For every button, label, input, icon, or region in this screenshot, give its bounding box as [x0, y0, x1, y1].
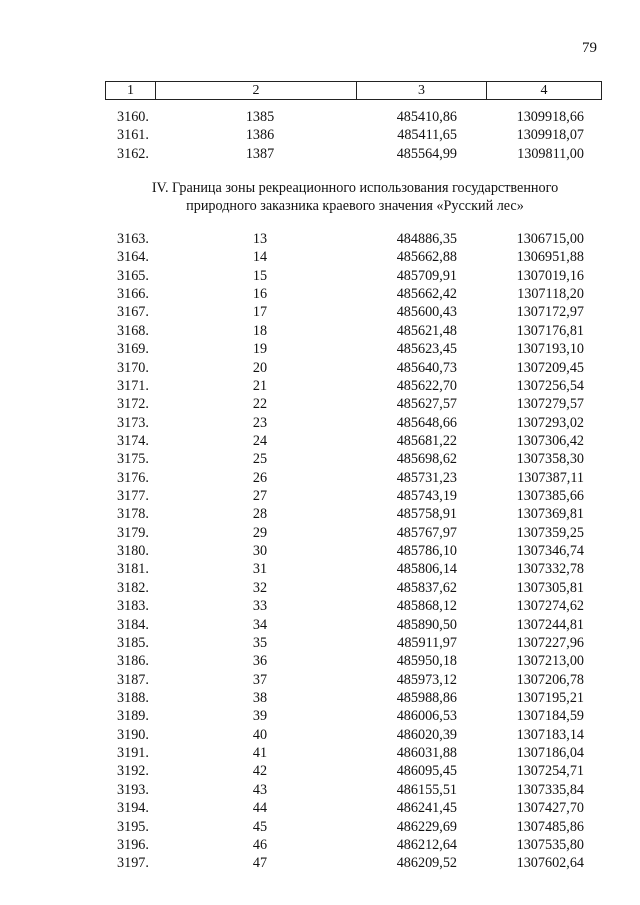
table-cell-col-4: 1307346,74	[516, 543, 584, 560]
table-row	[0, 469, 640, 487]
table-cell-col-1: 3172.	[117, 396, 149, 413]
table-cell-col-3: 485564,99	[396, 145, 457, 162]
table-cell-col-3: 485662,42	[396, 286, 457, 303]
table-cell-col-2: 23	[252, 414, 268, 431]
table-row	[0, 359, 640, 377]
table-cell-col-2: 16	[252, 286, 268, 303]
table-cell-col-2: 1386	[245, 127, 275, 144]
table-cell-col-4: 1307256,54	[516, 377, 584, 394]
table-cell-col-1: 3184.	[117, 616, 149, 633]
table-cell-col-1: 3191.	[117, 745, 149, 762]
table-cell-col-4: 1307602,64	[516, 855, 584, 872]
table-cell-col-2: 45	[252, 818, 268, 835]
table-cell-col-3: 485621,48	[396, 322, 457, 339]
table-cell-col-2: 34	[252, 616, 268, 633]
table-row	[0, 744, 640, 762]
table-cell-col-3: 485600,43	[396, 304, 457, 321]
table-cell-col-3: 486229,69	[396, 818, 457, 835]
table-row	[0, 726, 640, 744]
table-cell-col-4: 1307172,97	[516, 304, 584, 321]
header-col-3: 3	[356, 82, 486, 99]
table-cell-col-1: 3168.	[117, 322, 149, 339]
table-row	[0, 579, 640, 597]
table-cell-col-2: 15	[252, 267, 268, 284]
table-cell-col-3: 485648,66	[396, 414, 457, 431]
table-cell-col-1: 3171.	[117, 377, 149, 394]
table-cell-col-3: 486241,45	[396, 800, 457, 817]
table-cell-col-3: 485640,73	[396, 359, 457, 376]
table-cell-col-3: 485743,19	[396, 488, 457, 505]
table-row	[0, 818, 640, 836]
table-cell-col-4: 1306951,88	[516, 249, 584, 266]
table-cell-col-4: 1307332,78	[516, 561, 584, 578]
table-cell-col-4: 1307358,30	[516, 451, 584, 468]
table-cell-col-1: 3186.	[117, 653, 149, 670]
table-header	[105, 81, 602, 100]
table-cell-col-3: 486020,39	[396, 726, 457, 743]
table-cell-col-4: 1307427,70	[516, 800, 584, 817]
table-row	[0, 524, 640, 542]
table-cell-col-3: 485662,88	[396, 249, 457, 266]
table-cell-col-3: 485622,70	[396, 377, 457, 394]
table-cell-col-4: 1307254,71	[516, 763, 584, 780]
table-cell-col-3: 485627,57	[396, 396, 457, 413]
table-cell-col-2: 13	[252, 231, 268, 247]
table-cell-col-1: 3189.	[117, 708, 149, 725]
table-cell-col-2: 22	[252, 396, 268, 413]
table-cell-col-3: 485806,14	[396, 561, 457, 578]
table-cell-col-1: 3180.	[117, 543, 149, 560]
table-cell-col-2: 20	[252, 359, 268, 376]
table-cell-col-2: 41	[252, 745, 268, 762]
table-cell-col-1: 3167.	[117, 304, 149, 321]
table-cell-col-1: 3162.	[117, 145, 149, 162]
table-cell-col-4: 1309811,00	[517, 145, 584, 162]
table-cell-col-1: 3163.	[117, 231, 149, 247]
table-cell-col-4: 1307183,14	[516, 726, 584, 743]
table-cell-col-1: 3160.	[117, 109, 149, 125]
table-row	[0, 414, 640, 432]
table-cell-col-4: 1307176,81	[516, 322, 584, 339]
table-cell-col-3: 485950,18	[396, 653, 457, 670]
table-row	[0, 854, 640, 872]
header-col-2: 2	[155, 82, 356, 99]
section-heading-line-2: природного заказника краевого значения «Русский лес»	[186, 198, 524, 214]
table-cell-col-3: 485890,50	[396, 616, 457, 633]
table-cell-col-3: 485698,62	[396, 451, 457, 468]
table-row	[0, 652, 640, 670]
table-cell-col-3: 486212,64	[396, 836, 457, 853]
table-cell-col-2: 42	[252, 763, 268, 780]
table-cell-col-2: 1385	[245, 109, 275, 125]
table-cell-col-4: 1307279,57	[516, 396, 584, 413]
table-cell-col-1: 3182.	[117, 579, 149, 596]
table-cell-col-4: 1307385,66	[516, 488, 584, 505]
table-cell-col-4: 1307244,81	[516, 616, 584, 633]
table-cell-col-4: 1307387,11	[517, 469, 584, 486]
table-cell-col-3: 486155,51	[396, 781, 457, 798]
table-row	[0, 340, 640, 358]
table-cell-col-1: 3190.	[117, 726, 149, 743]
table-cell-col-3: 485868,12	[396, 598, 457, 615]
table-cell-col-2: 18	[252, 322, 268, 339]
table-cell-col-4: 1307209,45	[516, 359, 584, 376]
table-cell-col-2: 25	[252, 451, 268, 468]
table-cell-col-3: 485731,23	[396, 469, 457, 486]
table-cell-col-3: 485410,86	[396, 109, 457, 125]
table-cell-col-2: 17	[252, 304, 268, 321]
table-cell-col-1: 3181.	[117, 561, 149, 578]
table-cell-col-2: 36	[252, 653, 268, 670]
table-cell-col-3: 485623,45	[396, 341, 457, 358]
table-cell-col-3: 486209,52	[396, 855, 457, 872]
table-row	[0, 762, 640, 780]
table-cell-col-4: 1307306,42	[516, 432, 584, 449]
table-row	[0, 395, 640, 413]
table-cell-col-1: 3185.	[117, 634, 149, 651]
table-cell-col-2: 46	[252, 836, 268, 853]
table-cell-col-1: 3194.	[117, 800, 149, 817]
table-cell-col-2: 39	[252, 708, 268, 725]
table-row	[0, 377, 640, 395]
table-row	[0, 505, 640, 523]
table-cell-col-2: 32	[252, 579, 268, 596]
table-cell-col-4: 1307359,25	[516, 524, 584, 541]
section-heading	[100, 179, 610, 215]
table-cell-col-2: 26	[252, 469, 268, 486]
table-row	[0, 781, 640, 799]
table-cell-col-4: 1306715,00	[516, 231, 584, 247]
table-cell-col-4: 1307485,86	[516, 818, 584, 835]
table-row	[0, 432, 640, 450]
table-cell-col-2: 21	[252, 377, 268, 394]
table-cell-col-4: 1307335,84	[516, 781, 584, 798]
table-cell-col-3: 485758,91	[396, 506, 457, 523]
table-cell-col-4: 1307305,81	[516, 579, 584, 596]
table-cell-col-4: 1307274,62	[516, 598, 584, 615]
table-cell-col-4: 1307206,78	[516, 671, 584, 688]
table-cell-col-4: 1309918,07	[516, 127, 584, 144]
table-cell-col-1: 3161.	[117, 127, 149, 144]
table-cell-col-2: 33	[252, 598, 268, 615]
table-row	[0, 322, 640, 340]
table-cell-col-3: 485411,65	[397, 127, 457, 144]
table-cell-col-3: 485709,91	[396, 267, 457, 284]
table-cell-col-1: 3197.	[117, 855, 149, 872]
page-number: 79	[582, 40, 597, 56]
table-row	[0, 450, 640, 468]
table-cell-col-4: 1307184,59	[516, 708, 584, 725]
table-cell-col-3: 486006,53	[396, 708, 457, 725]
table-cell-col-4: 1307535,80	[516, 836, 584, 853]
table-cell-col-2: 28	[252, 506, 268, 523]
table-cell-col-1: 3174.	[117, 432, 149, 449]
table-row	[0, 616, 640, 634]
table-row	[0, 707, 640, 725]
table-cell-col-4: 1307019,16	[516, 267, 584, 284]
table-cell-col-2: 14	[252, 249, 268, 266]
table-cell-col-2: 44	[252, 800, 268, 817]
table-cell-col-2: 1387	[245, 145, 275, 162]
table-cell-col-1: 3178.	[117, 506, 149, 523]
table-cell-col-3: 486031,88	[396, 745, 457, 762]
table-cell-col-1: 3193.	[117, 781, 149, 798]
table-cell-col-4: 1307369,81	[516, 506, 584, 523]
table-row	[0, 560, 640, 578]
table-row	[0, 671, 640, 689]
table-cell-col-4: 1307193,10	[516, 341, 584, 358]
table-cell-col-4: 1309918,66	[516, 109, 584, 125]
table-cell-col-3: 486095,45	[396, 763, 457, 780]
table-cell-col-3: 485988,86	[396, 690, 457, 706]
table-row	[0, 597, 640, 615]
section-heading-line-1: IV. Граница зоны рекреационного использования государственного	[151, 180, 559, 196]
table-cell-col-3: 485973,12	[396, 671, 457, 688]
table-cell-col-1: 3169.	[117, 341, 149, 358]
table-cell-col-1: 3165.	[117, 267, 149, 284]
table-row	[0, 799, 640, 817]
table-row	[0, 108, 640, 126]
table-cell-col-1: 3196.	[117, 836, 149, 853]
table-cell-col-1: 3170.	[117, 359, 149, 376]
table-row	[0, 285, 640, 303]
table-cell-col-2: 47	[252, 855, 268, 872]
table-row	[0, 542, 640, 560]
table-row	[0, 248, 640, 266]
table-cell-col-4: 1307293,02	[516, 414, 584, 431]
table-row	[0, 836, 640, 854]
table-cell-col-3: 485837,62	[396, 579, 457, 596]
table-cell-col-1: 3187.	[117, 671, 149, 688]
table-cell-col-1: 3173.	[117, 414, 149, 431]
table-cell-col-2: 19	[252, 341, 268, 358]
table-cell-col-3: 485786,10	[396, 543, 457, 560]
table-cell-col-1: 3166.	[117, 286, 149, 303]
table-cell-col-2: 29	[252, 524, 268, 541]
table-cell-col-1: 3175.	[117, 451, 149, 468]
table-cell-col-4: 1307186,04	[516, 745, 584, 762]
table-cell-col-2: 43	[252, 781, 268, 798]
table-row	[0, 230, 640, 248]
table-cell-col-3: 484886,35	[396, 231, 457, 247]
table-cell-col-2: 38	[252, 690, 268, 706]
table-row	[0, 634, 640, 652]
table-cell-col-2: 37	[252, 671, 268, 688]
table-cell-col-1: 3192.	[117, 763, 149, 780]
table-row	[0, 303, 640, 321]
table-cell-col-1: 3177.	[117, 488, 149, 505]
table-row	[0, 267, 640, 285]
table-row	[0, 487, 640, 505]
table-cell-col-2: 27	[252, 488, 268, 505]
table-cell-col-1: 3176.	[117, 469, 149, 486]
header-col-1: 1	[127, 82, 134, 98]
table-cell-col-4: 1307227,96	[516, 634, 584, 651]
table-cell-col-4: 1307213,00	[516, 653, 584, 670]
table-row	[0, 689, 640, 707]
table-cell-col-3: 485681,22	[396, 432, 457, 449]
table-cell-col-1: 3195.	[117, 818, 149, 835]
table-cell-col-3: 485767,97	[396, 524, 457, 541]
table-cell-col-1: 3164.	[117, 249, 149, 266]
table-cell-col-2: 35	[252, 634, 268, 651]
table-cell-col-4: 1307195,21	[516, 690, 584, 706]
table-cell-col-3: 485911,97	[397, 634, 457, 651]
table-cell-col-2: 31	[252, 561, 268, 578]
header-col-4: 4	[486, 82, 601, 99]
table-row	[0, 126, 640, 144]
table-cell-col-2: 24	[252, 432, 268, 449]
table-cell-col-2: 30	[252, 543, 268, 560]
table-cell-col-2: 40	[252, 726, 268, 743]
table-cell-col-1: 3183.	[117, 598, 149, 615]
table-row	[0, 145, 640, 163]
table-cell-col-1: 3179.	[117, 524, 149, 541]
table-cell-col-4: 1307118,20	[517, 286, 584, 303]
table-cell-col-1: 3188.	[117, 690, 149, 706]
